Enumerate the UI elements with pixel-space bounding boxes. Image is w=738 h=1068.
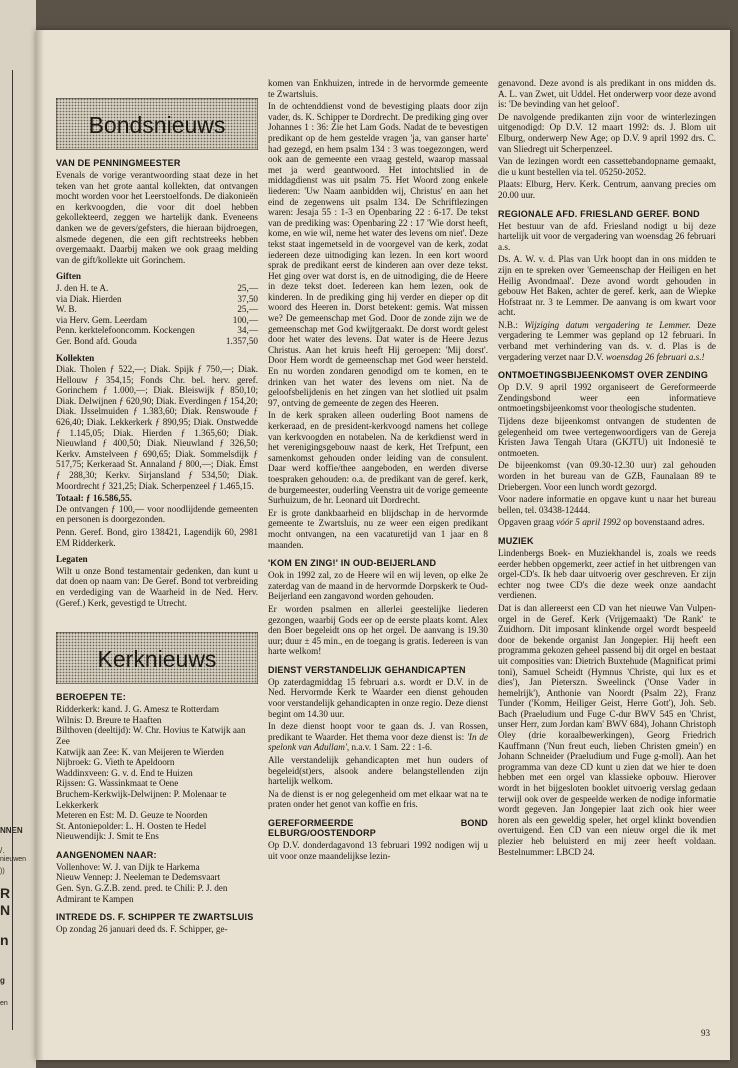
paragraph: Na de dienst is er nog gelegenheid om met elkaar wat na te praten onder het genot van koffie en fris. [268,788,488,810]
section-heading: VAN DE PENNINGMEESTER [56,158,181,168]
column-2 [268,78,488,863]
paragraph: Op D.V. 9 april 1992 organiseert de Gereformeerde Zendingsbond weer een informatieve ontmoetingsbijeenkomst voor theologische studenten. [498,382,716,414]
paragraph: Wilt u onze Bond testamentair gedenken, dan kunt u dat doen op naam van: De Geref. Bond tot verbreiding en verdediging van de Waarheid in de Ned. Herv. (Geref.) Kerk, gevestigd te Utrecht. [56,565,258,608]
prev-page-fragment: N [0,902,11,918]
section-heading: GEREFORMEERDE BOND ELBURG/OOSTENDORP [268,818,488,838]
prev-page-fragment: )) [0,868,5,875]
section-heading: INTREDE DS. F. SCHIPPER TE ZWARTSLUIS [56,912,254,923]
gift-row [56,325,258,336]
gift-row [56,283,258,294]
paragraph: komen van Enkhuizen, intrede in de hervormde gemeente te Zwartsluis. [268,78,488,99]
paragraph: Op zondag 26 januari deed ds. F. Schipper, ge- [56,924,228,935]
paragraph [498,517,716,528]
prev-page-fragment: /. [0,846,5,855]
gift-amount: 25,— [237,304,258,315]
paragraph: Evenals de vorige verantwoording staat deze in het teken van het grote aantal kollekten, dat ontvangen mocht worden voor het Leerstoelfonds. De diakonieën en kerkvoogden, die voor dit doel hebben gekollekteerd, zeggen we hartelijk dank. Eveneens danken we de gevers/gefsters, die hieraan bijdroegen, alsmede degenen, die een gift rechtstreeks hebben overgemaakt. Daarbij maken we ook graag melding van de gift/kollekte uit Gorinchem. [56,170,258,265]
gift-row [56,294,258,305]
beroep-line: Bruchem-Kerkwijk-Delwijnen: P. Molenaar te Lekkerkerk [56,788,227,810]
prev-page-fragment: en [0,1000,8,1007]
paragraph: genavond. Deze avond is als predikant in ons midden ds. A. L. van Zwet, uit Uddel. Het onderwerp voor deze avond is: 'De bevinding van het geloof'. [498,78,716,110]
page-number: 93 [701,1028,710,1038]
paragraph: De bijeenkomst (van 09.30-12.30 uur) zal gehouden worden in het bureau van de GZB, Faunalaan 89 te Driebergen. Voor een lunch wordt gezorgd. [498,460,716,492]
section-heading: AANGENOMEN NAAR: [56,849,157,860]
paragraph: Het bestuur van de afd. Friesland nodigt u bij deze hartelijk uit voor de vergadering van woensdag 26 februari a.s. [498,220,716,252]
previous-page-edge [0,0,36,1068]
column-3 [498,78,716,859]
gift-amount: 1.357,50 [225,335,258,346]
beroep-line: Wilnis: D. Breure te Haaften [56,714,162,725]
paragraph: Alle verstandelijk gehandicapten met hun ouders of begeleid(st)ers, alsook andere belangstellenden zijn hartelijk welkom. [268,755,488,787]
gift-label: via Diak. Hierden [56,293,122,304]
paragraph: De navolgende predikanten zijn voor de winterlezingen uitgenodigd: Op D.V. 12 maart 1992: ds. J. Blom uit Elburg, onderwerp New Age; op D.V. 9 april 1992 drs. C. van Sliedregt uit Scherpenzeel. [498,111,716,154]
giften-list [56,283,258,347]
paragraph: Penn. Geref. Bond, giro 138421, Lagendijk 60, 2981 EM Ridderkerk. [56,527,258,548]
beroep-line: Nieuwendijk: J. Smit te Ens [56,831,159,842]
gift-amount: 25,— [237,282,258,293]
aangenomen-line: Nieuw Vennep: J. Neeleman te Dedemsvaart [56,872,221,883]
beroep-line: Bilthoven (deeltijd): W. Chr. Hovius te Katwijk aan Zee [56,725,246,746]
gift-label: J. den H. te A. [56,282,109,293]
section-heading: 'KOM EN ZING!' IN OUD-BEIJERLAND [268,558,437,569]
prev-page-fragment: R [0,885,11,901]
column-rule [12,70,13,1030]
paragraph: Lindenbergs Boek- en Muziekhandel is, zoals we reeds eerder hebben opgemerkt, zeer actief in het uitbrengen van orgel-CD's. Ik heb daar uitvoerig over geschreven. Er zijn echter nog twee CD's die deze week onze aandacht verdienen. [498,547,716,601]
paragraph: Er worden psalmen en allerlei geestelijke liederen gezongen, waarbij Gods eer op de eerste plaats komt. Alex den Boer begeleidt ons op het orgel. De aanvang is 19.30 uur; duur ± 45 min., en de toegang is gratis. Iedereen is van harte welkom! [268,603,488,657]
paragraph: Dat is dan allereerst een CD van het nieuwe Van Vulpen-orgel in de Geref. Kerk (Vrijgemaakt) 'De Rank' te Zuidhorn. Dit imposant klinkende orgel wordt bespeeld door de bekende organist Jan Jongepier. Hij heeft een programma gekozen geheel passend bij dit orgel en bestaat uit composities van: Dietrich Buxtehude (Magnificat primi toni), Samuel Scheidt (Hymnus 'Christe, qui lux es et dies'), Jan Pieterszn. Sweelinck ('Onse Vader in hemelrijk'), Anthonie van Noordt (Psalm 22), Franz Tunder ('Komm, Heiliger Geist, Herre Gott'), Joh. Seb. Bach (Praeludium und Fuge C-dur BWV 545 en 'Christ, unser Herr, zum Jordan kam' BWV 684), Johann Christoph Oley (drie koraalbewerkingen), Georg Friedrich Kauffmann ('Nun freut euch, lieben Christen gmein') en Johann Schneider (Praeludium und Fuge g-moll). Aan het programma van deze CD kunt u zien dat we hier te doen hebben met een orgel van klassieke opbouw. Hierover wordt in het bijgesloten booklet uitvoerig verslag gedaan terwijl ook over de gespeelde werken de nodige informatie wordt gegeven. Jan Jongepier laat zich ook hier weer horen als een geweldig speler, het orgel klinkt bovendien overtuigend. Een CD van een nieuw orgel die ik met plezier heb beluisterd en mij zeer heeft voldaan. Bestelnummer: LBCD 24. [498,602,716,857]
section-heading: DIENST VERSTANDELIJK GEHANDICAPTEN [268,664,466,675]
spacer [56,610,258,632]
aangenomen-list [56,862,258,904]
paragraph: Op zaterdagmiddag 15 februari a.s. wordt er D.V. in de Ned. Hervormde Kerk te Waarder een dienst gehouden voor verstandelijk gehandicapten in onze regio. Deze dienst begint om 14.30 uur. [268,676,488,719]
bondsnieuws-banner [56,98,258,150]
gift-row [56,336,258,347]
paragraph: Voor nadere informatie en opgave kunt u naar het bureau bellen, tel. 03438-12444. [498,494,716,515]
subheading: Giften [56,271,82,282]
text-run-italic: vóór 5 april 1992 [556,517,621,528]
gift-row [56,304,258,315]
kerknieuws-banner [56,632,258,684]
magazine-page [36,30,730,1060]
beroep-line: St. Antoniepolder: L. H. Oosten te Hedel [56,820,207,831]
beroep-line: Katwijk aan Zee: K. van Meijeren te Wierden [56,746,224,757]
text-run: , n.a.v. 1 Sam. 22 : 1-6. [346,742,433,753]
banner-title: Kerknieuws [97,646,217,673]
prev-page-fragment: n [0,932,9,948]
paragraph: Er is grote dankbaarheid en blijdschap in de hervormde gemeente te Zwartsluis, nu ze weer een eigen predikant mocht ontvangen, na een vacaturetijd van 1 jaar en 8 maanden. [268,507,488,550]
aangenomen-line: Gen. Syn. G.Z.B. zend. pred. te Chili: P. J. den Admirant te Kampen [56,883,228,904]
page-gutter-shadow [36,30,44,1060]
text-run-italic: Wijziging datum vergadering te Lemmer. [524,319,691,330]
section-heading: ONTMOETINGSBIJEENKOMST OVER ZENDING [498,370,709,381]
subheading: Legaten [56,554,88,565]
paragraph: Ds. A. W. v. d. Plas van Urk hoopt dan in ons midden te zijn en te spreken over 'Gemeenschap der Heiligen en het Heilig Avondmaal'. Deze avond wordt gehouden in gebouw Het Baken, achter de geref. kerk, aan de Wiepke Hofstraat nr. 3 te Lemmer. De aanvang is om kwart voor acht. [498,254,716,318]
paragraph: In de kerk spraken alleen ouderling Boot namens de kerkeraad, en de president-kerkvoogd namens het college van kerkvoogden en notabelen. Na de kerkdienst werd in het verenigingsgebouw naast de kerk, Het Trefpunt, een samenkomst gehouden onder leiding van de consulent. Daar werd koffie/thee aangeboden, en werden diverse toespraken gehouden: o.a. de predikant van de geref. kerk, de burgemeester, ouderling Veenstra uit de vorige gemeente Surhuizum, de hr. Leonard uit Dordrecht. [268,410,488,506]
gift-amount: 34,— [237,325,258,336]
section-heading: BEROEPEN TE: [56,692,126,703]
text-run-italic: woensdag 26 februari a.s.! [605,351,705,362]
gift-amount: 100,— [232,314,258,325]
subheading: Kollekten [56,352,95,363]
total-line: Totaal: ƒ 16.586,55. [56,493,132,504]
gift-row [56,315,258,326]
paragraph: Diak. Tholen ƒ 522,—; Diak. Spijk ƒ 750,—; Diak. Hellouw ƒ 354,15; Fonds Chr. bel. herv. geref. Gorinchem ƒ 1.000,—; Diak. Bleiswijk ƒ 850,10; Diak. Delwijnen ƒ 620,90; Diak. Everdingen ƒ 154,20; Diak. IJsselmuiden ƒ 1.383,60; Diak. Renswoude ƒ 626,40; Diak. Lekkerkerk ƒ 890,95; Diak. Onstwedde ƒ 1.145,05; Diak. Hierden ƒ 1.365,60; Diak. Nieuwland ƒ 400,50; Diak. Nieuwland ƒ 326,50; Kerkv. Amstelveen ƒ 690,65; Diak. Sommelsdijk ƒ 517,75; Kerkeraad St. Annaland ƒ 800,—; Diak. Emst ƒ 288,30; Kerkv. Sirjansland ƒ 534,50; Diak. Moordrecht ƒ 321,25; Diak. Scherpenzeel ƒ 1.465,15. [56,364,258,491]
paragraph [268,721,488,753]
gift-label: via Herv. Gem. Leerdam [56,314,147,325]
text-run: op bovenstaand adres. [620,517,705,528]
paragraph: Ook in 1992 zal, zo de Heere wil en wij leven, op elke 2e zaterdag van de maand in de hervormde Dorpskerk te Oud-Beijerland een zangavond worden gehouden. [268,570,488,602]
aangenomen-line: Vollenhove: W. J. van Dijk te Harkema [56,861,200,872]
banner-title: Bondsnieuws [88,112,226,138]
gift-label: W. B. [56,304,77,315]
prev-page-fragment: g [0,976,5,985]
text-run: In deze dienst hoopt voor te gaan ds. J. van Rossen, predikant te Waarder. Het thema voor deze dienst is: [268,721,488,742]
gift-label: Ger. Bond afd. Gouda [56,335,137,346]
beroep-line: Waddinxveen: G. v. d. End te Huizen [56,767,193,778]
gift-label: Penn. kerktelefooncomm. Kockengen [56,325,195,336]
section-heading: MUZIEK [498,535,534,546]
paragraph: Op D.V. donderdagavond 13 februari 1992 nodigen wij u uit voor onze maandelijkse lezin- [268,840,488,861]
text-run: Opgaven graag [498,517,557,528]
text-run-italic: 'In de spelonk van Adullam' [268,731,488,753]
column-1 [56,78,258,937]
text-run: N.B.: [498,319,525,330]
beroep-line: Meteren en Est: M. D. Geuze te Noorden [56,810,208,821]
top-rule [56,78,258,92]
paragraph: De ontvangen ƒ 100,— voor noodlijdende gemeenten en personen is doorgezonden. [56,503,258,525]
paragraph: Tijdens deze bijeenkomst ontvangen de studenten de gelegenheid om twee vertegenwoordigers van de Gereja Kristen Jawa Tengah Utara (GKJTU) uit Indonesië te ontmoeten. [498,416,716,458]
section-heading: REGIONALE AFD. FRIESLAND GEREF. BOND [498,208,700,219]
beroep-line: Rijssen: G. Wassinkmaat te Oene [56,778,179,789]
text-run: Deze vergadering te Lemmer was gepland op 12 februari. In verband met verhindering van ds. v. d. Plas is de vergadering verzet naar D.V. [498,319,716,362]
paragraph: Van de lezingen wordt een cassettebandopname gemaakt, die u kunt bestellen via tel. 05250-2052. [498,156,716,177]
paragraph: In de ochtenddienst vond de bevestiging plaats door zijn vader, ds. K. Schipper te Dordrecht. De prediking ging over Johannes 1 : 36: Zie het Lam Gods. Nadat de te bevestigen predikant op de hem gestelde vragen 'ja, van ganser harte' had gezegd, en hem psalm 134 : 3 was toegezongen, werd ook aan de gemeente een vraag gesteld, waarop massaal met ja werd geantwoord. Het intochtslied in de middagdienst was uit psalm 75. Het Woord zong enkele liederen: 'Uw Naam aanbidden wij, Christus' en aan het eind de zegenwens uit psalm 134. De Schriftlezingen waren: Jesaja 55 : 1-3 en Openbaring 22 : 6-17. De tekst van de prediking was: Openbaring 22 : 17 'Wie dorst heeft, kome, en wie wil, neme het water des levens om niet'. Deze tekst staat ingemetseld in de voorgevel van de kerk, zodat iedereen deze uitnodiging kan lezen. In een kort woord sprak de predikant eerst de kinderen aan over deze tekst. Het ging over wat dorst is, en de uitnodiging, die de Heere in deze tekst doet. Iedereen kan hem lezen, ook de kinderen. In de prediking ging hij verder en dieper op dit woord des Heeren in. Dorst betekent: gemis. Wat missen we? De gemeenschap met God. Door de zonde zijn we de gemeenschap met God kwijtgeraakt. De dorst wordt gelest door het water des levens. Dat water is de Heere Jezus Christus. Aan het kruis heeft Hij geroepen: 'Mij dorst'. Door Hem wordt de gemeenschap met God weer hersteld. En nu worden zondaren genodigd om te komen, en te drinken van het water des levens om niet. Na de geloofsbelijdenis en het zingen van het slotlied uit psalm 97, ontving de gemeente de zegen des Heeren. [268,101,488,408]
beroep-line: Ridderkerk: kand. J. G. Amesz te Rotterdam [56,704,220,715]
beroep-line: Nijbroek: G. Vieth te Apeldoorn [56,757,175,768]
paragraph: Plaats: Elburg, Herv. Kerk. Centrum, aanvang precies om 20.00 uur. [498,179,716,200]
gift-amount: 37,50 [237,293,258,304]
prev-page-fragment: NNEN [0,826,23,835]
prev-page-fragment: nieuwen [0,856,27,863]
beroepen-list [56,704,258,842]
paragraph [498,320,716,362]
